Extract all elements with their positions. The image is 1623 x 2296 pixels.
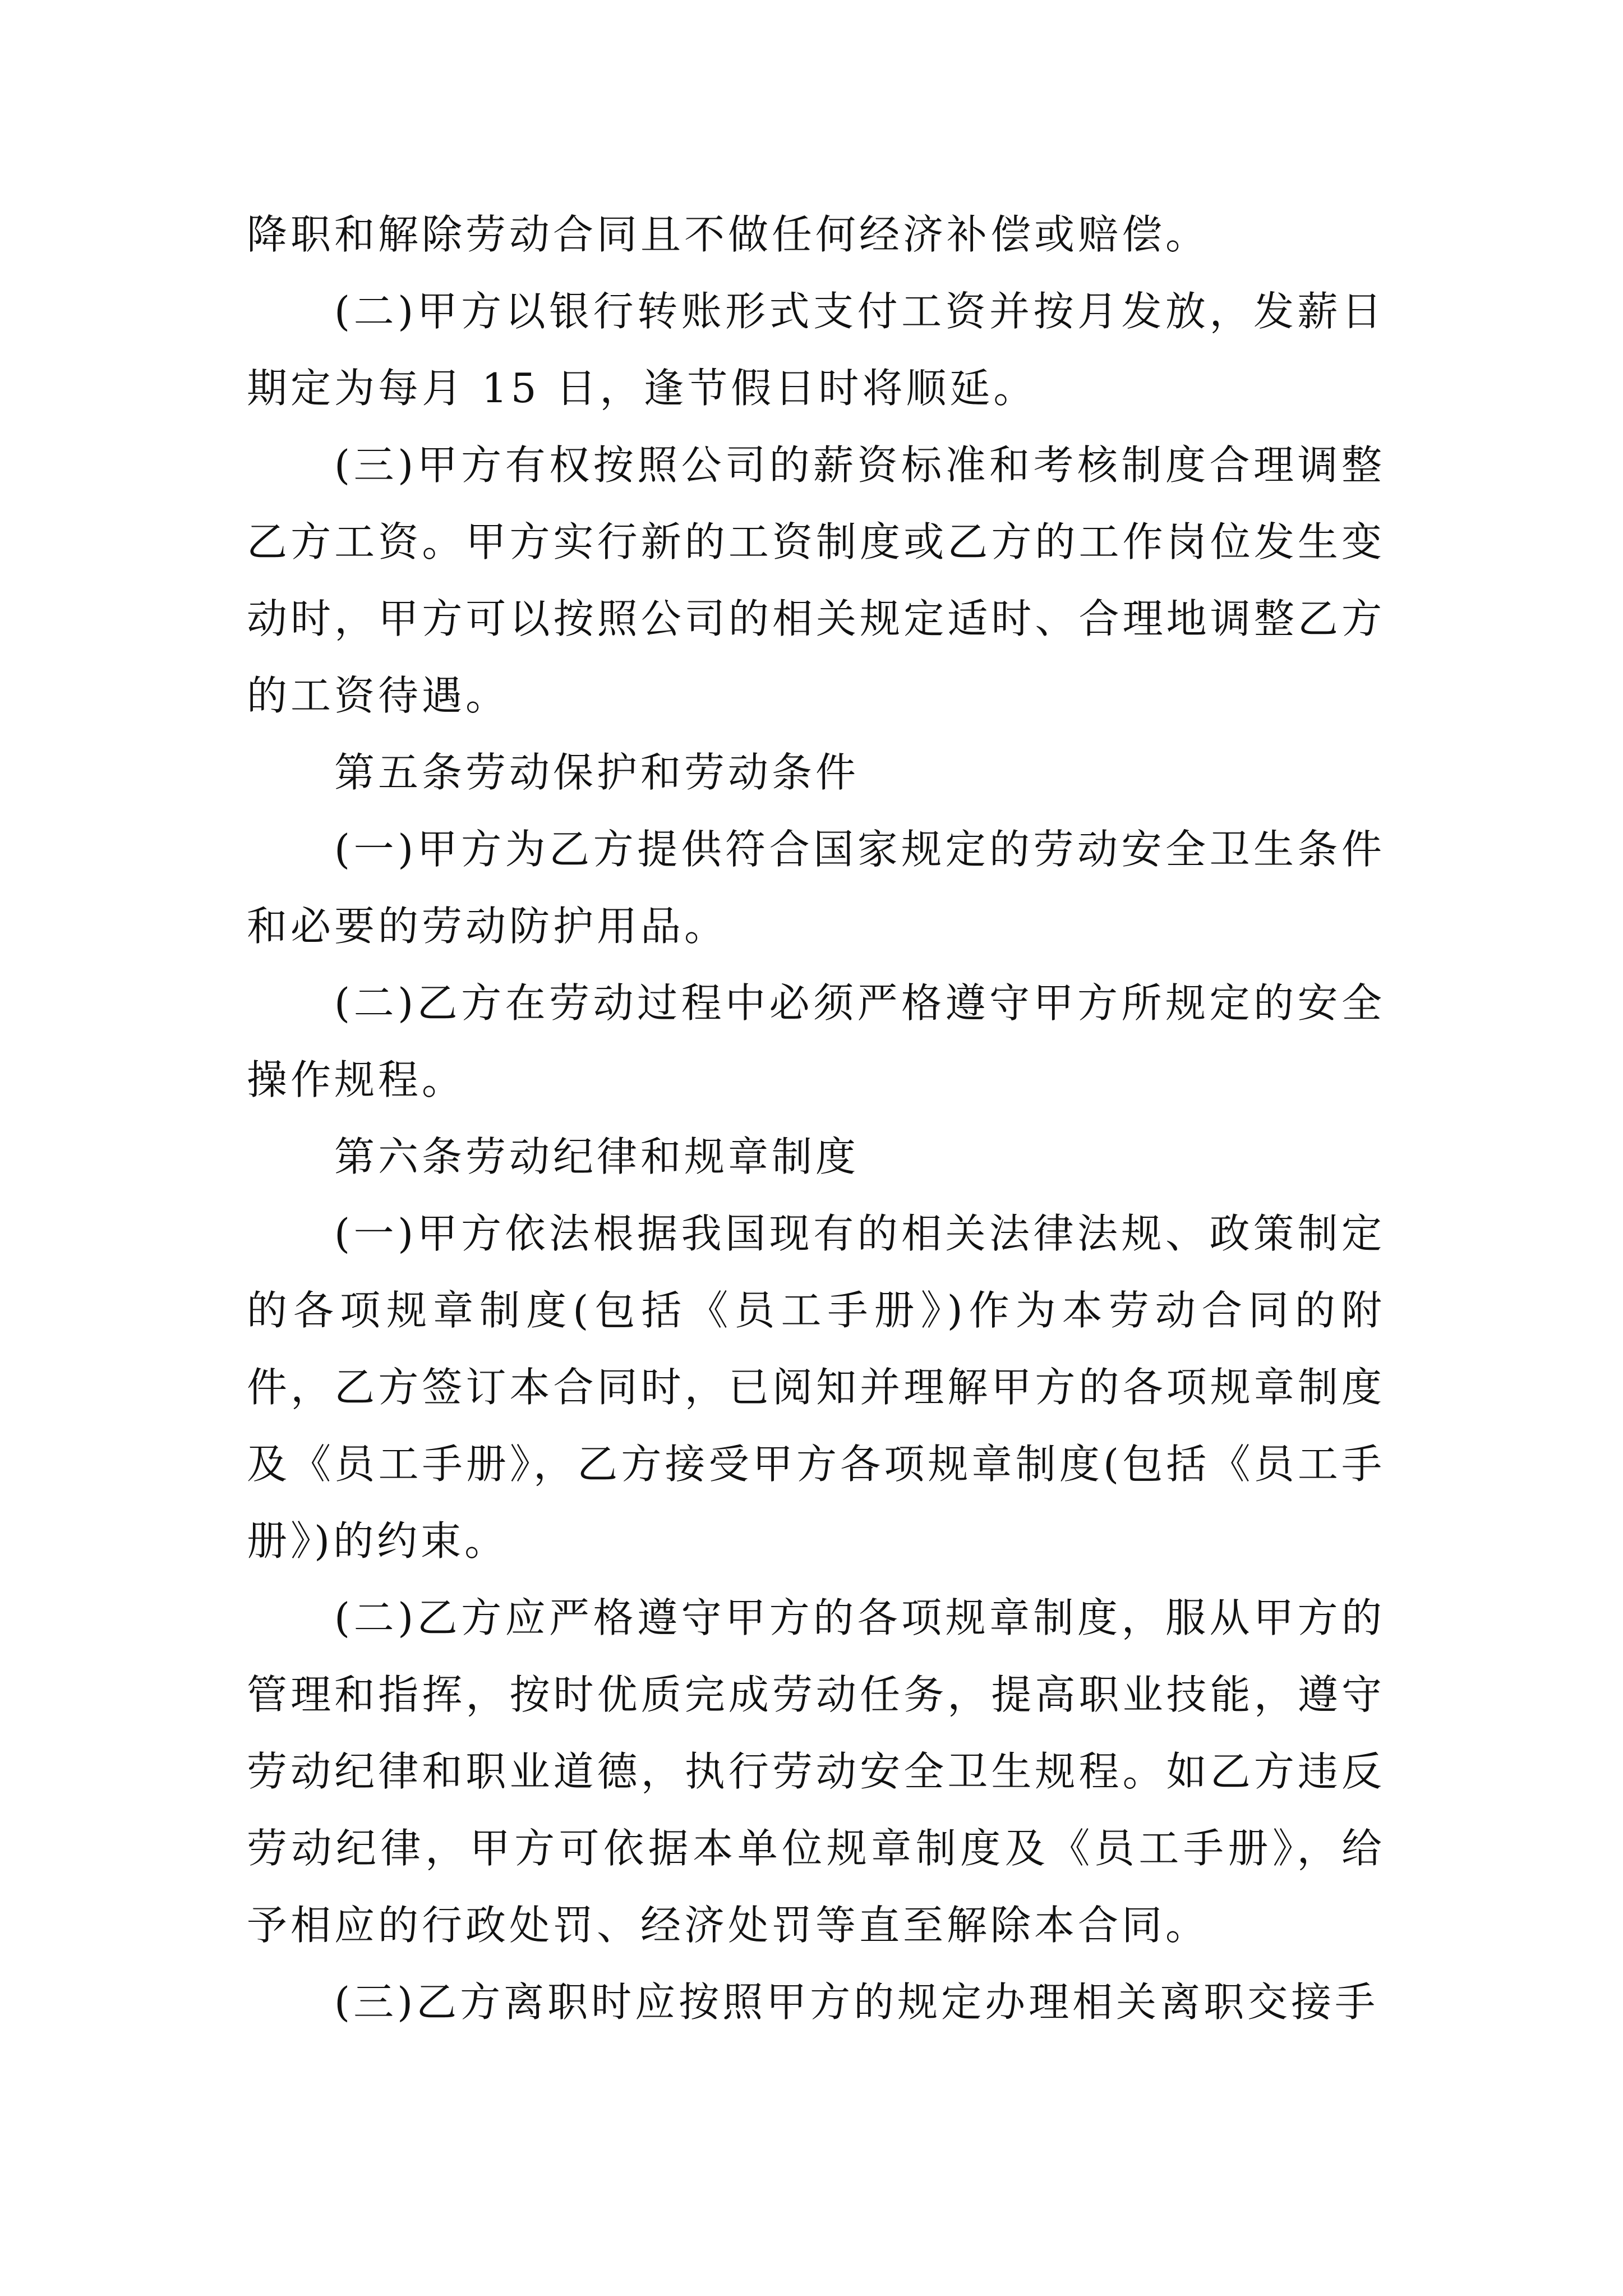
paragraph-resignation: (三)乙方离职时应按照甲方的规定办理相关离职交接手 bbox=[334, 1978, 1379, 2026]
paragraph-safety-rules: (二)乙方在劳动过程中必须严格遵守甲方所规定的安全操作规程。 bbox=[247, 979, 1385, 1103]
paragraph-continuation: 降职和解除劳动合同且不做任何经济补偿或赔偿。 bbox=[247, 211, 1210, 258]
article-six-heading: 第六条劳动纪律和规章制度 bbox=[334, 1133, 860, 1180]
document-body bbox=[247, 196, 1385, 2041]
paragraph-discipline: (二)乙方应严格遵守甲方的各项规章制度，服从甲方的管理和指挥，按时优质完成劳动任务，提高职业技能，遵守劳动纪律和职业道德，执行劳动安全卫生规程。如乙方违反劳动纪律，甲方可依据本单位规章制度及《员工手册》，给予相应的行政处罚、经济处罚等直至解除本合同。 bbox=[247, 1594, 1385, 1949]
paragraph-safety-conditions: (一)甲方为乙方提供符合国家规定的劳动安全卫生条件和必要的劳动防护用品。 bbox=[247, 826, 1385, 950]
paragraph-salary-adjustment: (三)甲方有权按照公司的薪资标准和考核制度合理调整乙方工资。甲方实行新的工资制度或乙方的工作岗位发生变动时，甲方可以按照公司的相关规定适时、合理地调整乙方的工资待遇。 bbox=[247, 441, 1385, 719]
paragraph-salary-payment: (二)甲方以银行转账形式支付工资并按月发放，发薪日期定为每月 15 日，逢节假日时将顺延。 bbox=[247, 288, 1385, 412]
paragraph-rules-attachment: (一)甲方依法根据我国现有的相关法律法规、政策制定的各项规章制度(包括《员工手册》)作为本劳动合同的附件，乙方签订本合同时，已阅知并理解甲方的各项规章制度及《员工手册》，乙方接受甲方各项规章制度(包括《员工手册》)的约束。 bbox=[247, 1210, 1385, 1565]
article-five-heading: 第五条劳动保护和劳动条件 bbox=[334, 749, 860, 796]
